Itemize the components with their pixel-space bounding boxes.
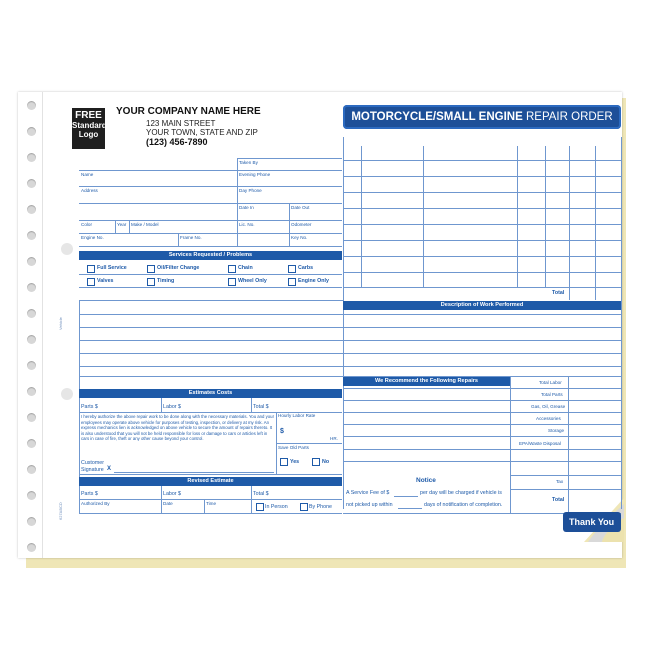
sprocket-hole (27, 361, 36, 370)
in-person-label: In Person (265, 504, 288, 510)
accessories-label: Accessories (536, 416, 561, 421)
work-performed-header: Description of Work Performed (343, 301, 621, 310)
sprocket-hole (27, 491, 36, 500)
evening-phone-label: Evening Phone (239, 172, 271, 177)
year-label: Year (117, 222, 127, 227)
rev-total-label: Total $ (253, 491, 269, 497)
signature-x: X (107, 466, 112, 472)
authorized-by-label: Authorized By (81, 501, 110, 506)
taken-by-label: Taken By (239, 160, 258, 165)
sprocket-hole (27, 153, 36, 162)
valves-label: Valves (97, 278, 114, 284)
perforation-line (42, 92, 43, 558)
engine-no-label: Engine No. (81, 235, 104, 240)
color-label: Color (81, 222, 92, 227)
total-labor-label: Total Labor (539, 380, 562, 385)
sprocket-hole (27, 413, 36, 422)
rev-labor-label: Labor $ (163, 491, 181, 497)
sprocket-hole (27, 283, 36, 292)
timing-checkbox[interactable] (147, 278, 155, 286)
valves-checkbox[interactable] (87, 278, 95, 286)
tax-label: Tax (556, 479, 564, 484)
gas-oil-label: Gas, Oil, Grease (531, 404, 566, 409)
part-no-header: Part No. (381, 138, 403, 144)
hourly-rate-dollar: $ (280, 428, 284, 435)
sprocket-hole (27, 335, 36, 344)
form-code: 627ABCD (58, 502, 63, 520)
sprocket-hole (27, 179, 36, 188)
odometer-label: Odometer (291, 222, 312, 227)
oil-filter-checkbox[interactable] (147, 265, 155, 273)
notice-pickup-text: not picked up within (346, 502, 393, 508)
wheel-only-checkbox[interactable] (228, 278, 236, 286)
hourly-rate-label: Hourly Labor Rate (278, 413, 316, 418)
rev-date-label: Date (163, 501, 173, 506)
by-phone-checkbox[interactable] (300, 503, 308, 511)
sprocket-hole (27, 517, 36, 526)
chain-checkbox[interactable] (228, 265, 236, 273)
in-person-checkbox[interactable] (256, 503, 264, 511)
recommend-header: We Recommend the Following Repairs (343, 377, 510, 386)
full-service-checkbox[interactable] (87, 265, 95, 273)
sprocket-hole (27, 543, 36, 552)
est-total-label: Total $ (253, 404, 269, 410)
estimates-header: Estimates Costs (79, 389, 342, 398)
description-header: Description (454, 138, 486, 144)
sprocket-hole (27, 101, 36, 110)
sprocket-hole (27, 439, 36, 448)
notice-per-day-text: per day will be charged if vehicle is (420, 490, 502, 496)
margin-label: Vehicle (58, 317, 63, 330)
customer-label: Customer (81, 460, 104, 466)
epa-label: EPA/Waste Disposal (519, 441, 561, 446)
lic-no-label: Lic. No. (239, 222, 255, 227)
company-logo: FREE Standard Logo (72, 108, 105, 149)
notice-header: Notice (416, 477, 436, 484)
carbs-label: Carbs (298, 265, 314, 271)
yes-label: Yes (290, 459, 300, 465)
no-label: No (322, 459, 330, 465)
sprocket-hole (27, 257, 36, 266)
address-label: Address (81, 188, 98, 193)
date-out-label: Date Out (291, 205, 310, 210)
rev-time-label: Time (206, 501, 217, 506)
day-phone-label: Day Phone (239, 188, 262, 193)
company-city: YOUR TOWN, STATE AND ZIP (146, 128, 258, 137)
company-phone: (123) 456-7890 (146, 137, 208, 147)
rev-parts-label: Parts $ (81, 491, 98, 497)
est-parts-label: Parts $ (81, 404, 98, 410)
sprocket-hole (27, 127, 36, 136)
carbs-checkbox[interactable] (288, 265, 296, 273)
timing-label: Timing (157, 278, 175, 284)
save-parts-no-checkbox[interactable] (312, 458, 320, 466)
sprocket-hole (27, 465, 36, 474)
make-model-label: Make / Model (131, 222, 159, 227)
notice-fee-text: A Service Fee of $ (346, 490, 390, 496)
save-parts-yes-checkbox[interactable] (280, 458, 288, 466)
thank-you-badge: Thank You (563, 512, 621, 532)
save-old-parts-label: Save Old Parts (278, 445, 309, 450)
services-header: Services Requested / Problems (79, 251, 342, 260)
notice-days-text: days of notification of completion. (424, 502, 503, 508)
full-service-label: Full Service (97, 265, 127, 271)
binder-hole (61, 388, 73, 400)
engine-only-label: Engine Only (298, 278, 329, 284)
sprocket-hole (27, 387, 36, 396)
hr-label: HR. (330, 436, 338, 441)
key-no-label: Key No. (291, 235, 308, 240)
price-header: Price (536, 138, 550, 144)
qty-header: Qty. (346, 138, 358, 144)
sprocket-hole (27, 231, 36, 240)
revised-header: Revised Estimate (79, 477, 342, 486)
signature-label: Signature (81, 467, 104, 473)
by-phone-label: By Phone (309, 504, 332, 510)
sprocket-hole (27, 205, 36, 214)
sprocket-hole (27, 309, 36, 318)
binder-hole (61, 243, 73, 255)
wheel-only-label: Wheel Only (238, 278, 267, 284)
frame-no-label: Frame No. (180, 235, 202, 240)
est-labor-label: Labor $ (163, 404, 181, 410)
form-title: MOTORCYCLE/SMALL ENGINE REPAIR ORDER (343, 105, 621, 129)
engine-only-checkbox[interactable] (288, 278, 296, 286)
grand-total-label: Total (552, 497, 565, 503)
parts-total-label: Total (552, 290, 565, 296)
authorization-text: I hereby authorize the above repair work to be done along with the necessary materials. You and your employees may operate above vehicle for purposes of testing, inspection, or delivery at my risk. An express mechanics lien is acknowledged on above vehicle to secure the amount of repairs thereto. It is also understood that you will not be held responsible for loss or damage to cars or articles left in cars in case of fire, theft or any other cause beyond your control. (81, 414, 275, 441)
storage-label: Storage (548, 428, 565, 433)
chain-label: Chain (238, 265, 253, 271)
name-label: Name (81, 172, 94, 177)
amount-header: Amount (584, 138, 606, 144)
company-street: 123 MAIN STREET (146, 119, 216, 128)
date-in-label: Date In (239, 205, 254, 210)
signature-line[interactable] (114, 472, 274, 473)
oil-filter-label: Oil/Filter Change (157, 265, 200, 271)
company-name: YOUR COMPANY NAME HERE (116, 106, 261, 117)
total-parts-label: Total Parts (541, 392, 563, 397)
